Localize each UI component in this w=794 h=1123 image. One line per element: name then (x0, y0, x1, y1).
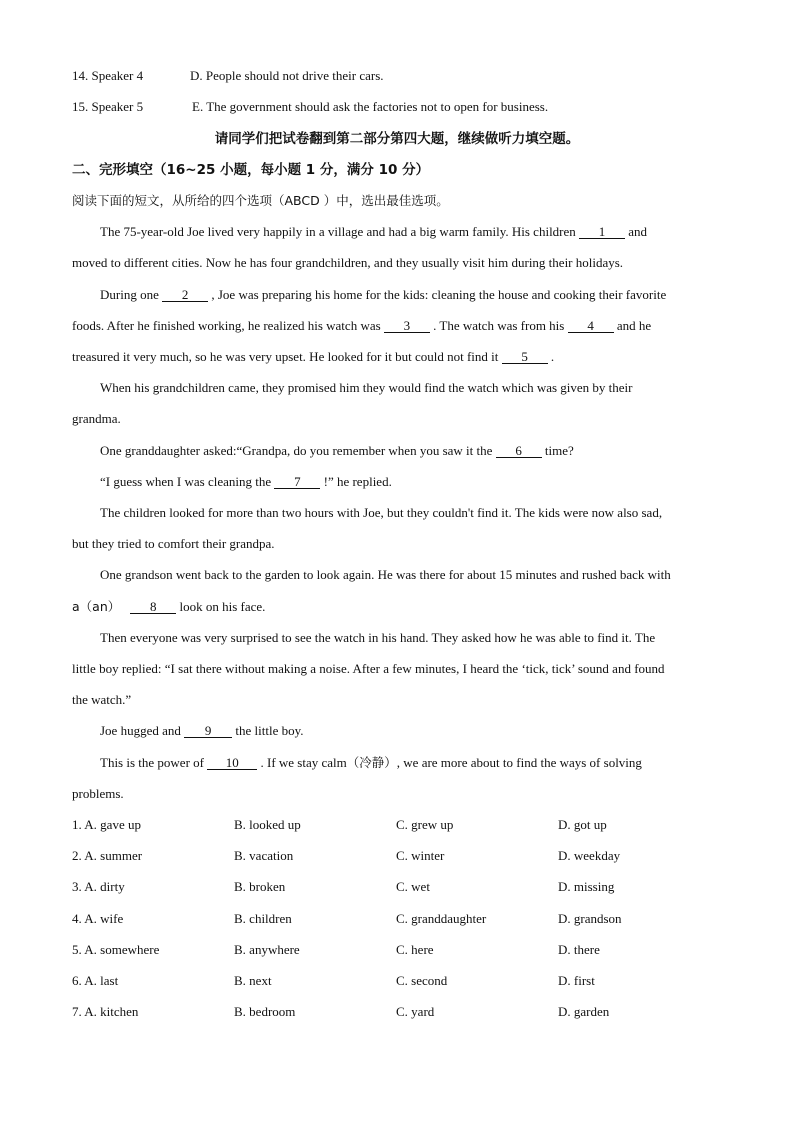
option-7-c: C. yard (396, 1004, 435, 1019)
blank-1: 1 (579, 225, 625, 239)
passage-text: foods. After he finished working, he realized his watch was (72, 318, 384, 333)
passage-line: the watch.” (72, 692, 132, 707)
option-1-c: C. grew up (396, 817, 454, 832)
passage-text: , we are more about to find the ways of solving (396, 755, 642, 770)
option-5-b: B. anywhere (234, 942, 300, 957)
option-1-a: 1. A. gave up (72, 817, 141, 832)
passage-line: When his grandchildren came, they promised him they would find the watch which was given by their (100, 380, 633, 395)
option-3-d: D. missing (558, 879, 615, 894)
option-7-a: 7. A. kitchen (72, 1004, 139, 1019)
passage-line: but they tried to comfort their grandpa. (72, 536, 275, 551)
option-4-d: D. grandson (558, 911, 622, 926)
passage-text: treasured it very much, so he was very upset. He looked for it but could not find it (72, 349, 502, 364)
notice-text: 请同学们把试卷翻到第二部分第四大题，继续做听力填空题。 (214, 131, 580, 147)
passage-text: This is the power of (100, 755, 208, 770)
option-5-d: D. there (558, 942, 600, 957)
passage-text: “I guess when I was cleaning the (100, 474, 275, 489)
passage-text: , Joe was preparing his home for the kids: cleaning the house and cooking their favorite (208, 287, 667, 302)
passage-line (100, 287, 666, 303)
passage-line (100, 224, 647, 240)
passage-line (100, 755, 642, 771)
passage-line (72, 349, 554, 365)
option-4-c: C. granddaughter (396, 911, 487, 926)
option-7-b: B. bedroom (234, 1004, 296, 1019)
option-4-b: B. children (234, 911, 292, 926)
option-7-d: D. garden (558, 1004, 610, 1019)
passage-text: . If we stay calm (257, 755, 347, 770)
option-3-c: C. wet (396, 879, 430, 894)
section-instruction: 阅读下面的短文，从所给的四个选项（ABCD ）中，选出最佳选项。 (72, 193, 449, 208)
passage-line (72, 318, 651, 334)
passage-line: One grandson went back to the garden to look again. He was there for about 15 minutes and rushed back with (100, 567, 671, 582)
blank-5: 5 (502, 350, 548, 364)
passage-text: One granddaughter asked:“Grandpa, do you remember when you saw it the (100, 443, 496, 458)
passage-line: little boy replied: “I sat there without making a noise. After a few minutes, I heard the ‘tick, tick’ sound and found (72, 661, 665, 676)
passage-text: a（an） (72, 599, 121, 614)
matching-item-15-option: E. The government should ask the factories not to open for business. (192, 99, 549, 114)
passage-line: grandma. (72, 411, 121, 426)
option-1-d: D. got up (558, 817, 607, 832)
option-6-d: D. first (558, 973, 595, 988)
matching-item-14-option: D. People should not drive their cars. (190, 68, 384, 83)
passage-text: Joe hugged and (100, 723, 185, 738)
blank-4: 4 (568, 319, 614, 333)
option-3-b: B. broken (234, 879, 286, 894)
blank-6: 6 (496, 444, 542, 458)
passage-text: During one (100, 287, 163, 302)
blank-10: 10 (207, 756, 257, 770)
option-5-c: C. here (396, 942, 434, 957)
blank-2: 2 (162, 288, 208, 302)
passage-text: and he (613, 318, 652, 333)
option-4-a: 4. A. wife (72, 911, 124, 926)
blank-3: 3 (384, 319, 430, 333)
passage-text: . The watch was from his (429, 318, 568, 333)
option-2-a: 2. A. summer (72, 848, 143, 863)
passage-text: The 75-year-old Joe lived very happily in a village and had a big warm family. His children (100, 224, 580, 239)
section-title: 二、完形填空（16~25 小题，每小题 1 分，满分 10 分） (72, 162, 430, 178)
passage-line: problems. (72, 786, 124, 801)
option-2-d: D. weekday (558, 848, 621, 863)
passage-line (100, 474, 392, 490)
passage-line: The children looked for more than two hours with Joe, but they couldn't find it. The kids were now also sad, (100, 505, 663, 520)
passage-text: the little boy. (232, 723, 304, 738)
passage-text: . (547, 349, 555, 364)
option-6-b: B. next (234, 973, 272, 988)
option-5-a: 5. A. somewhere (72, 942, 160, 957)
option-1-b: B. looked up (234, 817, 301, 832)
matching-item-14-number: 14. Speaker 4 (72, 68, 144, 83)
option-2-b: B. vacation (234, 848, 294, 863)
passage-text: !” he replied. (320, 474, 392, 489)
passage-line: moved to different cities. Now he has four grandchildren, and they usually visit him during their holidays. (72, 255, 624, 270)
passage-text: and (625, 224, 648, 239)
option-6-c: C. second (396, 973, 448, 988)
matching-item-15-number: 15. Speaker 5 (72, 99, 144, 114)
passage-line (100, 443, 574, 459)
blank-7: 7 (274, 475, 320, 489)
blank-8: 8 (130, 600, 176, 614)
passage-line: Then everyone was very surprised to see the watch in his hand. They asked how he was able to find it. The (100, 630, 656, 645)
passage-line (100, 723, 304, 739)
blank-9: 9 (184, 724, 232, 738)
passage-line (72, 599, 265, 615)
passage-text: （冷静） (346, 755, 397, 770)
passage-text: look on his face. (176, 599, 266, 614)
option-2-c: C. winter (396, 848, 445, 863)
option-3-a: 3. A. dirty (72, 879, 125, 894)
option-6-a: 6. A. last (72, 973, 119, 988)
passage-text: time? (541, 443, 574, 458)
